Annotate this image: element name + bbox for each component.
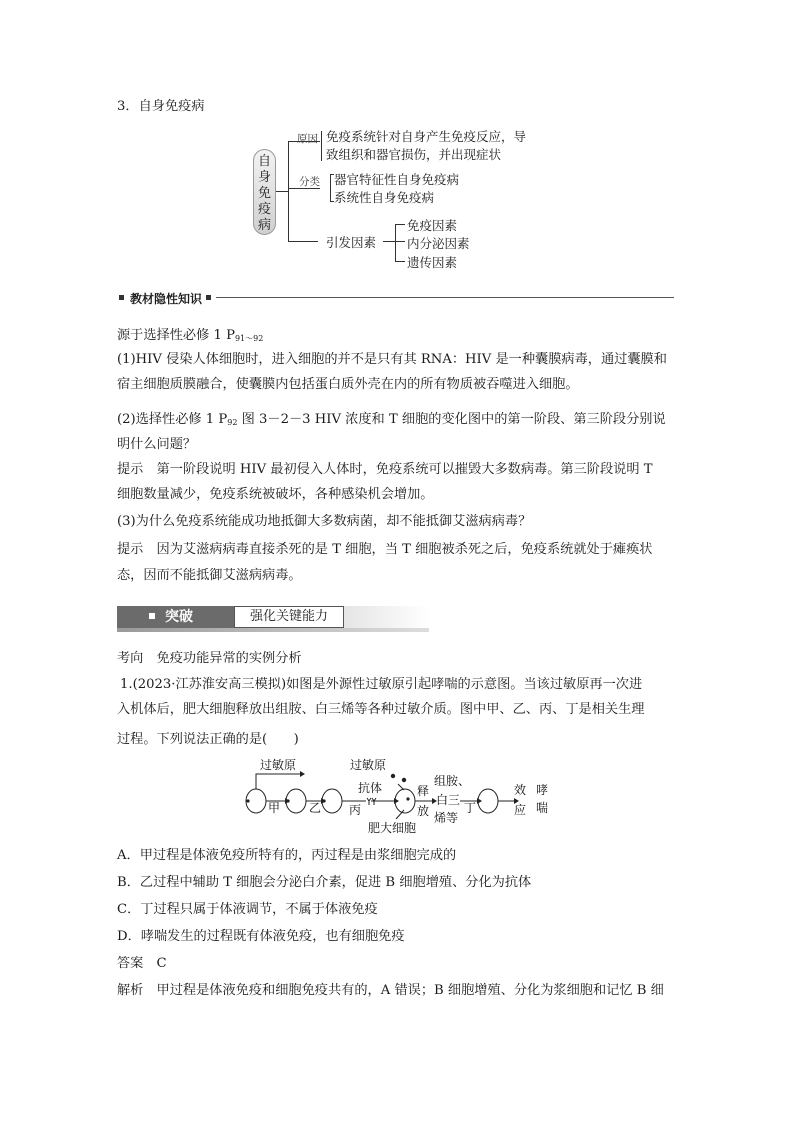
label-jia: 甲 bbox=[268, 801, 281, 815]
answer-3-line-1: 提示 因为艾滋病病毒直接杀死的是 T 细胞，当 T 细胞被杀死之后，免疫系统就处于瘫痪状 bbox=[117, 542, 653, 557]
option-c: C．丁过程只属于体液调节，不属于体液免疫 bbox=[117, 902, 378, 917]
banner-left-text: 突破 bbox=[165, 609, 193, 625]
bracket-line bbox=[395, 241, 405, 242]
label-allergen-2: 过敏原 bbox=[350, 758, 387, 772]
answer: 答案 C bbox=[117, 956, 167, 971]
arrowhead bbox=[477, 798, 482, 804]
bracket-line bbox=[330, 174, 331, 202]
question-2-line-1 bbox=[117, 411, 666, 432]
option-a: A．甲过程是体液免疫所特有的，丙过程是由浆细胞完成的 bbox=[117, 848, 457, 863]
section-bullet bbox=[119, 295, 124, 300]
question-1-line-2: 宿主细胞质膜融合，使囊膜内包括蛋白质外壳在内的所有物质被吞噬进入细胞。 bbox=[117, 377, 579, 392]
label-mediator-3: 烯等 bbox=[434, 811, 459, 825]
stem-line-1: 1.(2023·江苏淮安高三模拟)如图是外源性过敏原引起哮喘的示意图。当该过敏原再一次进 bbox=[120, 677, 643, 692]
stem-line-2: 入机体后，肥大细胞释放出组胺、白三烯等各种过敏介质。图中甲、乙、丙、丁是相关生理 bbox=[117, 702, 645, 717]
question-3: (3)为什么免疫系统能成功地抵御大多数病菌，却不能抵御艾滋病病毒？ bbox=[117, 514, 532, 529]
bracket-line bbox=[383, 241, 395, 242]
label-asthma-2: 喘 bbox=[536, 801, 549, 815]
question-direction: 考向 免疫功能异常的实例分析 bbox=[117, 651, 302, 666]
section-heading: 3．自身免疫病 bbox=[117, 99, 205, 114]
bracket-line bbox=[395, 224, 396, 262]
allergen2-pointer bbox=[398, 784, 404, 790]
bracket-line bbox=[395, 261, 405, 262]
antibody-icon bbox=[367, 798, 371, 805]
label-release-2: 放 bbox=[417, 804, 430, 818]
question-1-line-1: (1)HIV 侵染人体细胞时，进入细胞的并不是只有其 RNA：HIV 是一种囊膜病毒，通过囊膜和 bbox=[117, 352, 667, 367]
label-effect-2: 应 bbox=[514, 803, 527, 817]
label-antibody: 抗体 bbox=[358, 781, 383, 795]
analysis: 解析 甲过程是体液免疫和细胞免疫共有的，A 错误；B 细胞增殖、分化为浆细胞和记忆 B 细 bbox=[117, 983, 664, 998]
q2-page: 92 bbox=[227, 418, 238, 427]
label-effect-1: 效 bbox=[514, 783, 527, 797]
question-2-line-2: 明什么问题？ bbox=[117, 437, 197, 452]
center-char: 病 bbox=[257, 218, 271, 233]
label-mediator-2: 白三 bbox=[436, 793, 461, 807]
answer-3-line-2: 态，因而不能抵御艾滋病病毒。 bbox=[117, 568, 302, 583]
q2-rest: 图 3－2－3 HIV 浓度和 T 细胞的变化图中的第一阶段、第三阶段分别说 bbox=[237, 412, 666, 427]
allergen-dot bbox=[391, 774, 395, 778]
option-b: B．乙过程中辅助 T 细胞会分泌白介素，促进 B 细胞增殖、分化为抗体 bbox=[117, 875, 532, 890]
q2-prefix: (2)选择性必修 1 P bbox=[117, 412, 228, 427]
label-mediator-1: 组胺、 bbox=[434, 774, 471, 788]
section-rule bbox=[216, 297, 674, 298]
arrowhead bbox=[285, 798, 290, 804]
bracket-line bbox=[288, 141, 289, 241]
label-release-1: 释 bbox=[417, 784, 430, 798]
center-char: 免 bbox=[257, 186, 271, 201]
source-line bbox=[117, 327, 263, 348]
label-bing: 丙 bbox=[349, 803, 362, 817]
section-bullet bbox=[206, 295, 211, 300]
concept-center bbox=[253, 149, 276, 235]
cause-text-2: 致组织和器官损伤，并出现症状 bbox=[326, 147, 502, 162]
allergen-dot bbox=[402, 778, 406, 782]
factor-item-3: 遗传因素 bbox=[407, 255, 458, 270]
allergen-arrow-line bbox=[256, 774, 300, 789]
factor-label: 引发因素 bbox=[326, 235, 377, 250]
hidden-knowledge-title: 教材隐性知识 bbox=[130, 292, 203, 306]
class-item-1: 器官特征性自身免疫病 bbox=[334, 172, 460, 187]
label-allergen-1: 过敏原 bbox=[260, 758, 297, 772]
bracket-line bbox=[321, 131, 322, 161]
label-asthma-1: 哮 bbox=[536, 783, 549, 797]
class-tag: 分类 bbox=[299, 176, 320, 188]
source-pages: 91～92 bbox=[234, 334, 264, 343]
class-item-2: 系统性自身免疫病 bbox=[334, 190, 435, 205]
nucleus bbox=[406, 797, 409, 800]
stem-line-3: 过程。下列说法正确的是( ) bbox=[117, 732, 299, 747]
center-char: 自 bbox=[257, 154, 271, 169]
bracket-line bbox=[288, 241, 318, 242]
banner-fade bbox=[344, 606, 430, 628]
label-yi: 乙 bbox=[309, 801, 322, 815]
option-d: D．哮喘发生的过程既有体液免疫，也有细胞免疫 bbox=[117, 929, 405, 944]
asthma-diagram bbox=[238, 754, 558, 838]
factor-item-2: 内分泌因素 bbox=[407, 236, 470, 251]
bracket-line bbox=[395, 224, 405, 225]
cause-text-1: 免疫系统针对自身产生免疫反应，导 bbox=[326, 129, 527, 144]
nucleus bbox=[246, 799, 249, 802]
bracket-line bbox=[276, 191, 288, 192]
answer-2-line-2: 细胞数量减少，免疫系统被破坏，各种感染机会增加。 bbox=[117, 487, 434, 502]
banner-key-ability: 强化关键能力 bbox=[234, 606, 344, 628]
arrowhead bbox=[300, 771, 305, 777]
source-text: 源于选择性必修 1 P bbox=[117, 328, 235, 343]
banner-breakthrough bbox=[117, 606, 234, 628]
center-char: 疫 bbox=[257, 202, 271, 217]
label-mast-cell: 肥大细胞 bbox=[368, 821, 417, 835]
answer-2-line-1: 提示 第一阶段说明 HIV 最初侵入人体时，免疫系统可以摧毁大多数病毒。第三阶段说明 T bbox=[117, 462, 653, 477]
label-ding: 丁 bbox=[464, 801, 477, 815]
arrowhead bbox=[321, 798, 326, 804]
factor-item-1: 免疫因素 bbox=[407, 218, 458, 233]
banner-square-icon bbox=[149, 613, 155, 619]
cause-tag: 原因 bbox=[297, 133, 318, 145]
arrowhead bbox=[394, 798, 399, 804]
center-char: 身 bbox=[257, 170, 271, 185]
banner-underline bbox=[117, 628, 429, 632]
